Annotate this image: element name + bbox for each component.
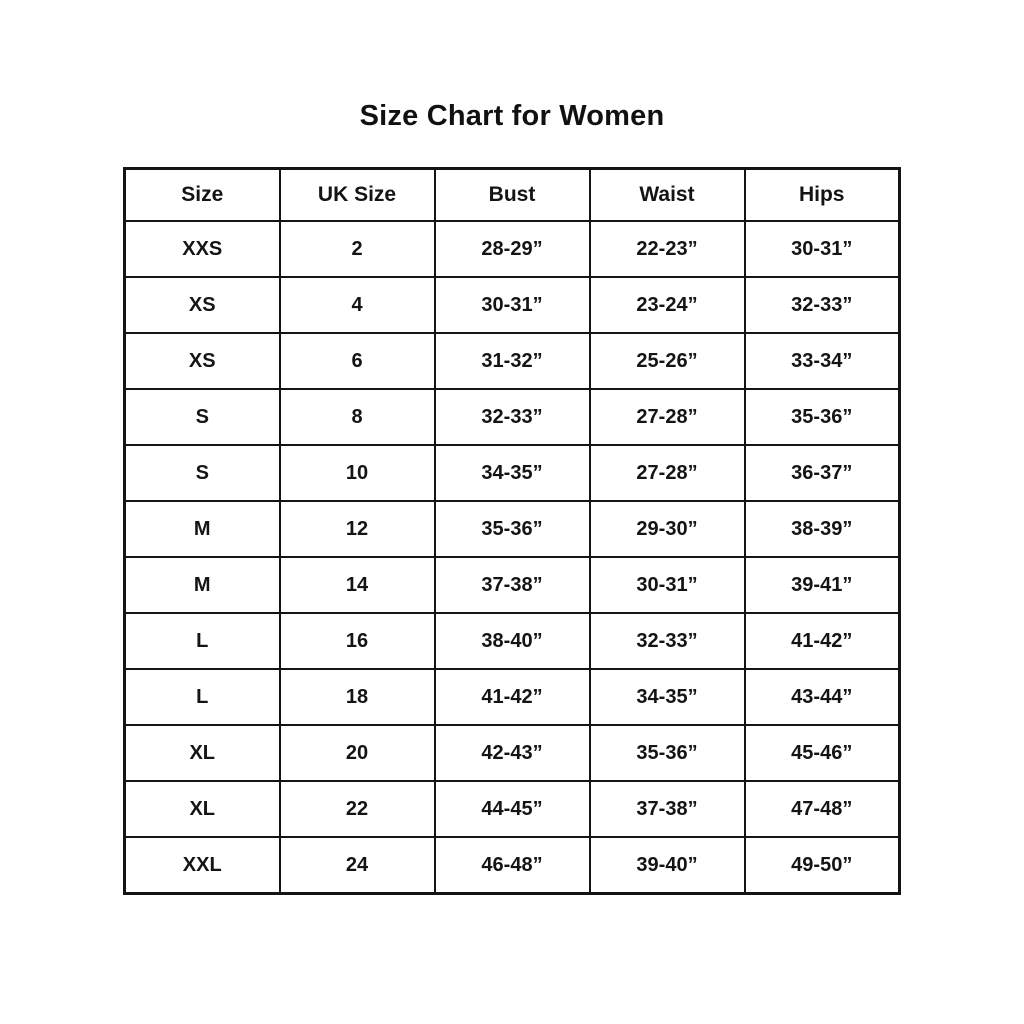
table-row: [125, 501, 900, 557]
column-header-waist: Waist: [590, 169, 745, 222]
cell-bust: 38-40”: [435, 613, 590, 669]
cell-hips: 38-39”: [745, 501, 900, 557]
table-row: [125, 781, 900, 837]
column-header-hips: Hips: [745, 169, 900, 222]
table-row: [125, 837, 900, 894]
cell-waist: 22-23”: [590, 221, 745, 277]
cell-uk-size: 18: [280, 669, 435, 725]
cell-bust: 37-38”: [435, 557, 590, 613]
cell-bust: 41-42”: [435, 669, 590, 725]
column-header-uk-size: UK Size: [280, 169, 435, 222]
cell-bust: 28-29”: [435, 221, 590, 277]
cell-waist: 35-36”: [590, 725, 745, 781]
cell-bust: 30-31”: [435, 277, 590, 333]
cell-hips: 39-41”: [745, 557, 900, 613]
cell-size: S: [125, 445, 280, 501]
cell-waist: 27-28”: [590, 445, 745, 501]
cell-waist: 29-30”: [590, 501, 745, 557]
cell-uk-size: 22: [280, 781, 435, 837]
cell-waist: 39-40”: [590, 837, 745, 894]
cell-size: XL: [125, 725, 280, 781]
column-header-bust: Bust: [435, 169, 590, 222]
cell-waist: 34-35”: [590, 669, 745, 725]
cell-uk-size: 4: [280, 277, 435, 333]
table-header-row: [125, 169, 900, 222]
cell-hips: 41-42”: [745, 613, 900, 669]
cell-hips: 43-44”: [745, 669, 900, 725]
table-row: [125, 333, 900, 389]
cell-hips: 33-34”: [745, 333, 900, 389]
cell-size: M: [125, 501, 280, 557]
table-row: [125, 669, 900, 725]
size-chart-table-body: [125, 221, 900, 894]
cell-size: XXL: [125, 837, 280, 894]
cell-waist: 23-24”: [590, 277, 745, 333]
cell-hips: 35-36”: [745, 389, 900, 445]
cell-waist: 25-26”: [590, 333, 745, 389]
cell-bust: 42-43”: [435, 725, 590, 781]
cell-uk-size: 14: [280, 557, 435, 613]
cell-size: XXS: [125, 221, 280, 277]
cell-hips: 49-50”: [745, 837, 900, 894]
cell-bust: 32-33”: [435, 389, 590, 445]
cell-hips: 30-31”: [745, 221, 900, 277]
cell-hips: 45-46”: [745, 725, 900, 781]
size-chart-table: [123, 167, 901, 895]
cell-uk-size: 2: [280, 221, 435, 277]
cell-bust: 44-45”: [435, 781, 590, 837]
cell-hips: 32-33”: [745, 277, 900, 333]
cell-waist: 27-28”: [590, 389, 745, 445]
cell-size: L: [125, 669, 280, 725]
cell-size: XS: [125, 277, 280, 333]
cell-waist: 32-33”: [590, 613, 745, 669]
cell-hips: 47-48”: [745, 781, 900, 837]
table-row: [125, 725, 900, 781]
cell-size: XS: [125, 333, 280, 389]
table-row: [125, 221, 900, 277]
cell-waist: 37-38”: [590, 781, 745, 837]
cell-waist: 30-31”: [590, 557, 745, 613]
cell-bust: 46-48”: [435, 837, 590, 894]
cell-size: M: [125, 557, 280, 613]
cell-hips: 36-37”: [745, 445, 900, 501]
table-row: [125, 445, 900, 501]
cell-uk-size: 6: [280, 333, 435, 389]
cell-uk-size: 20: [280, 725, 435, 781]
cell-bust: 35-36”: [435, 501, 590, 557]
cell-uk-size: 12: [280, 501, 435, 557]
table-row: [125, 277, 900, 333]
cell-bust: 34-35”: [435, 445, 590, 501]
cell-uk-size: 24: [280, 837, 435, 894]
cell-size: S: [125, 389, 280, 445]
table-row: [125, 557, 900, 613]
cell-uk-size: 8: [280, 389, 435, 445]
column-header-size: Size: [125, 169, 280, 222]
table-row: [125, 389, 900, 445]
cell-bust: 31-32”: [435, 333, 590, 389]
cell-size: L: [125, 613, 280, 669]
page-title: Size Chart for Women: [359, 100, 665, 132]
cell-size: XL: [125, 781, 280, 837]
cell-uk-size: 16: [280, 613, 435, 669]
table-row: [125, 613, 900, 669]
cell-uk-size: 10: [280, 445, 435, 501]
